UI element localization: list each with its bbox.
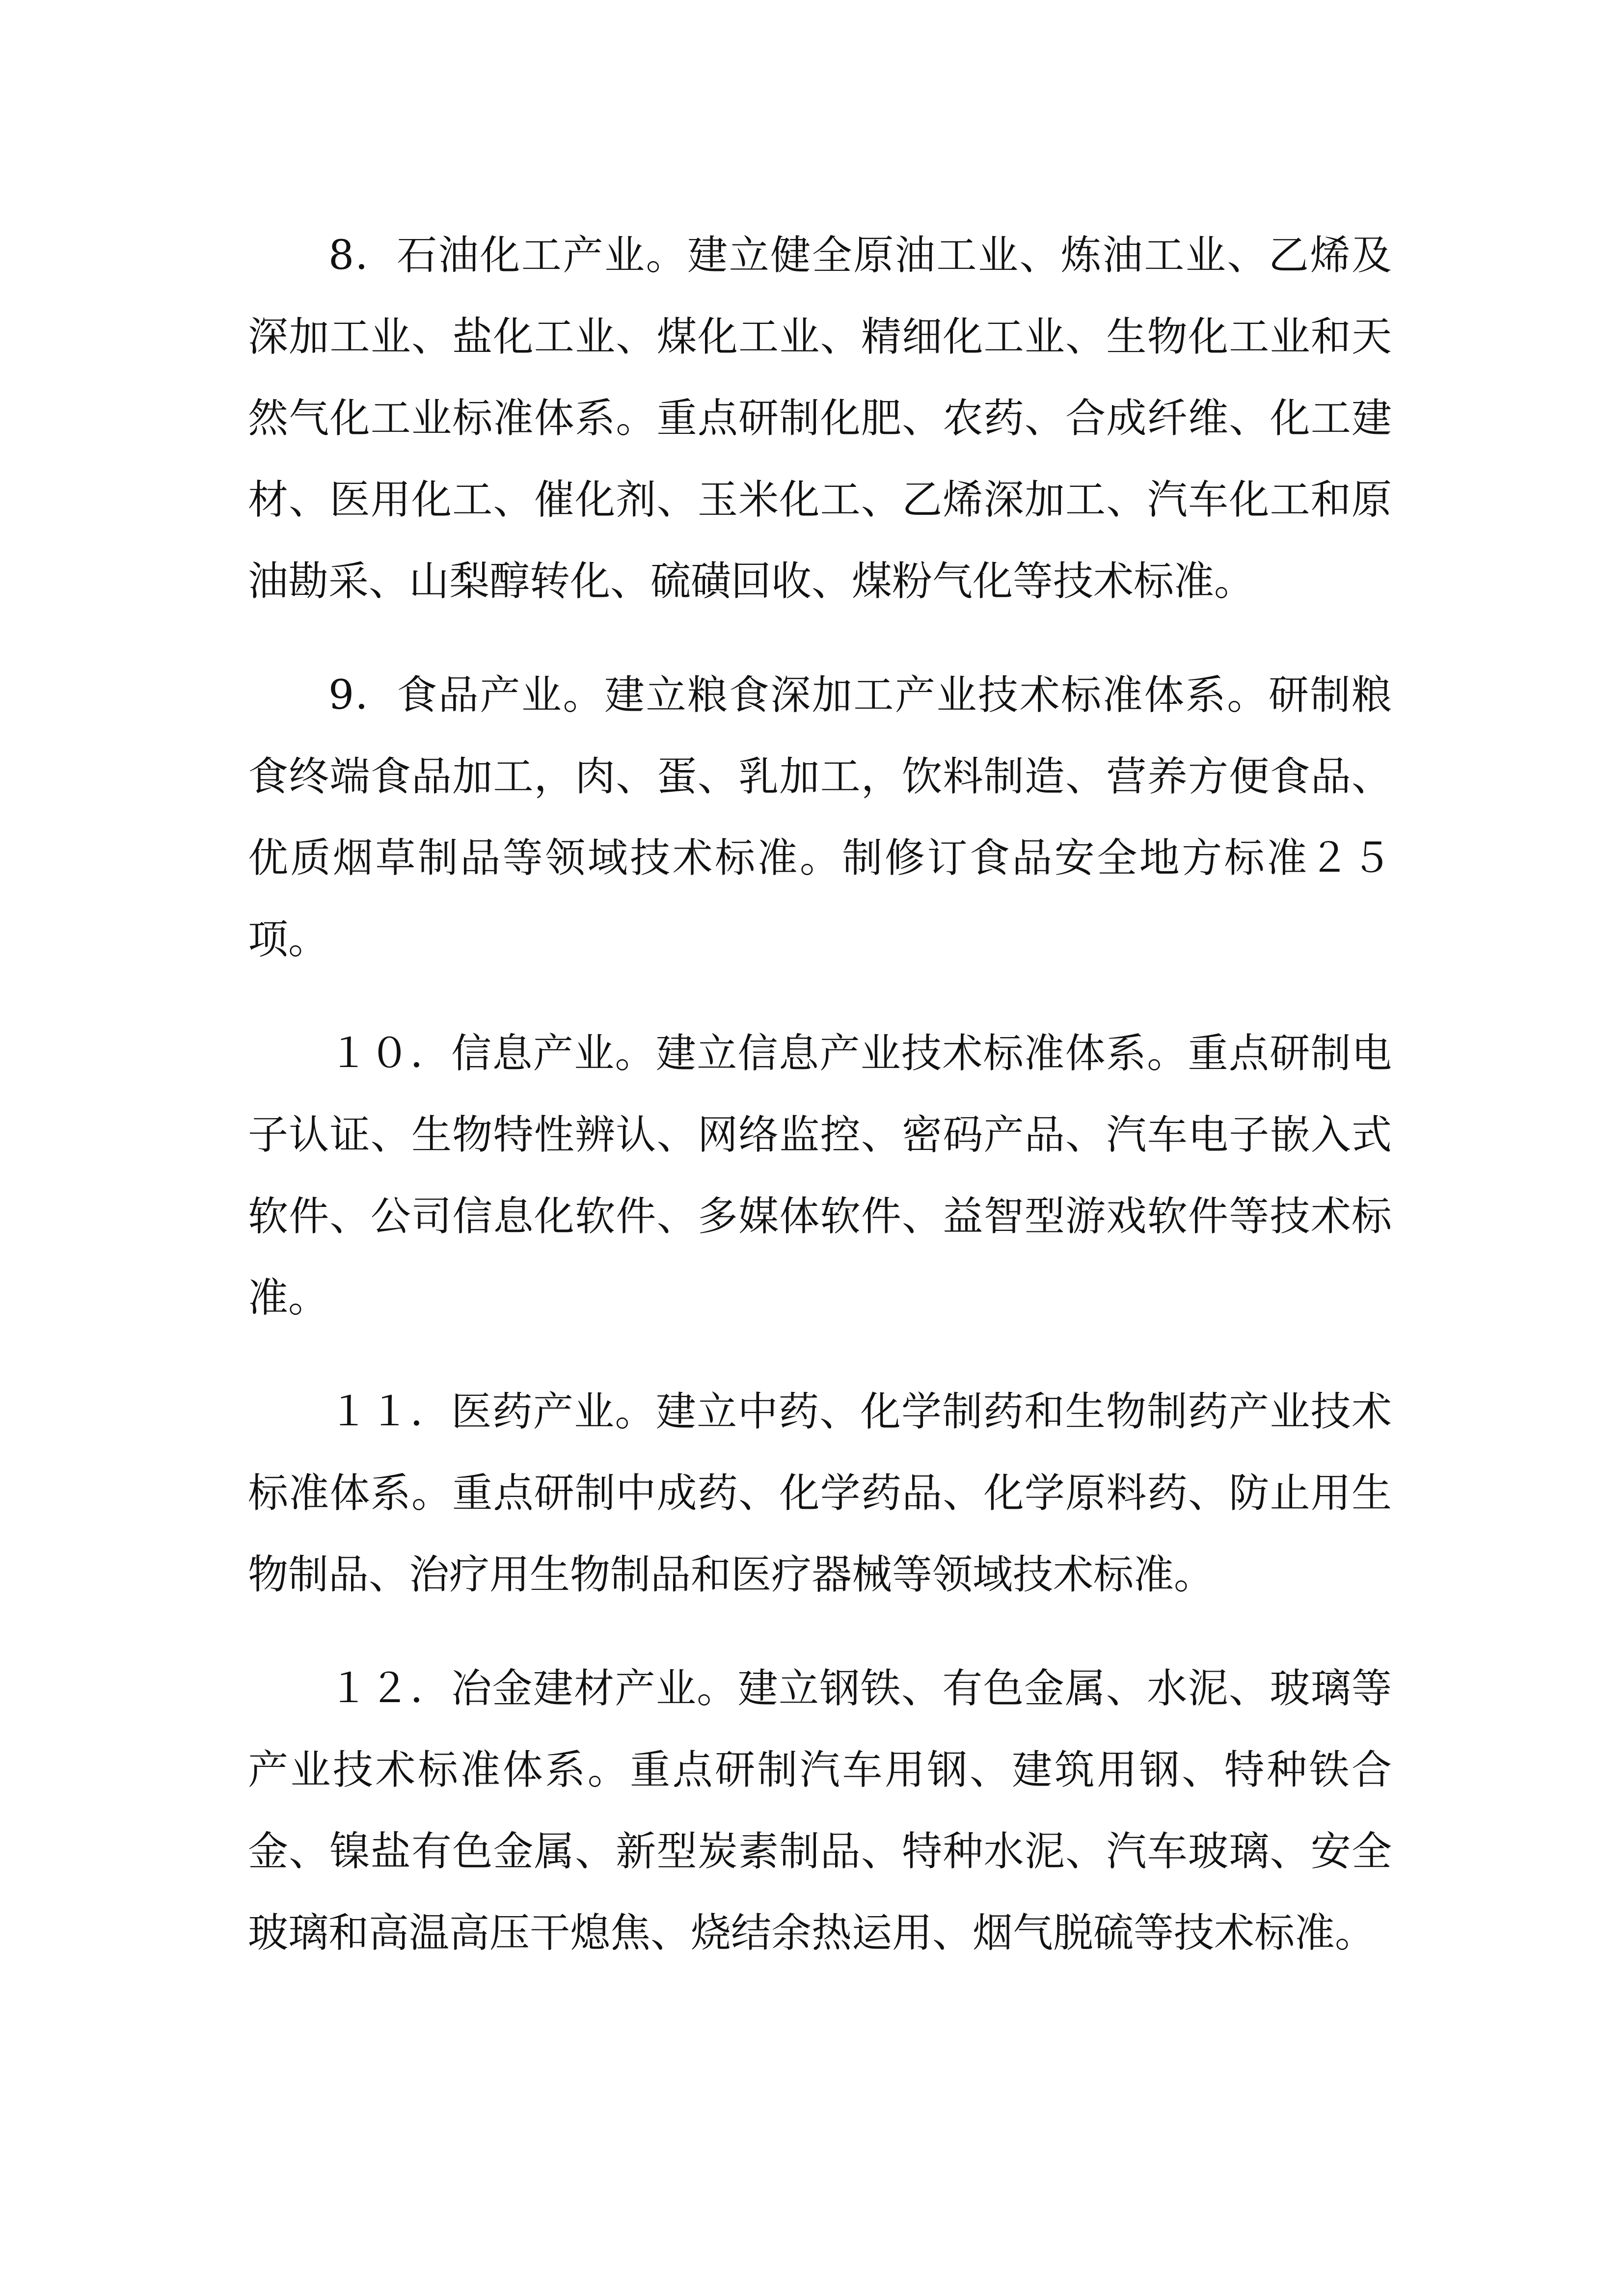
paragraph-metallurgy-building-materials-industry: １２．冶金建材产业。建立钢铁、有色金属、水泥、玻璃等产业技术标准体系。重点研制汽车用钢、建筑用钢、特种铁合金、镍盐有色金属、新型炭素制品、特种水泥、汽车玻璃、安全玻璃和高温高压干熄焦、烧结余热运用、烟气脱硫等技术标准。 [248, 1665, 1392, 1956]
paragraph-pharmaceutical-industry: １１．医药产业。建立中药、化学制药和生物制药产业技术标准体系。重点研制中成药、化学药品、化学原料药、防止用生物制品、治疗用生物制品和医疗器械等领域技术标准。 [248, 1388, 1392, 1598]
document-body [248, 215, 1392, 1974]
paragraph-petrochemical-industry: 8．石油化工产业。建立健全原油工业、炼油工业、乙烯及深加工业、盐化工业、煤化工业、精细化工业、生物化工业和天然气化工业标准体系。重点研制化肥、农药、合成纤维、化工建材、医用化工、催化剂、玉米化工、乙烯深加工、汽车化工和原油勘采、山梨醇转化、硫磺回收、煤粉气化等技术标准。 [248, 232, 1392, 605]
paragraph-food-industry: 9．食品产业。建立粮食深加工产业技术标准体系。研制粮食终端食品加工，肉、蛋、乳加工，饮料制造、营养方便食品、优质烟草制品等领域技术标准。制修订食品安全地方标准２５项。 [248, 672, 1392, 963]
paragraph-information-industry: １０．信息产业。建立信息产业技术标准体系。重点研制电子认证、生物特性辨认、网络监控、密码产品、汽车电子嵌入式软件、公司信息化软件、多媒体软件、益智型游戏软件等技术标准。 [248, 1030, 1392, 1321]
